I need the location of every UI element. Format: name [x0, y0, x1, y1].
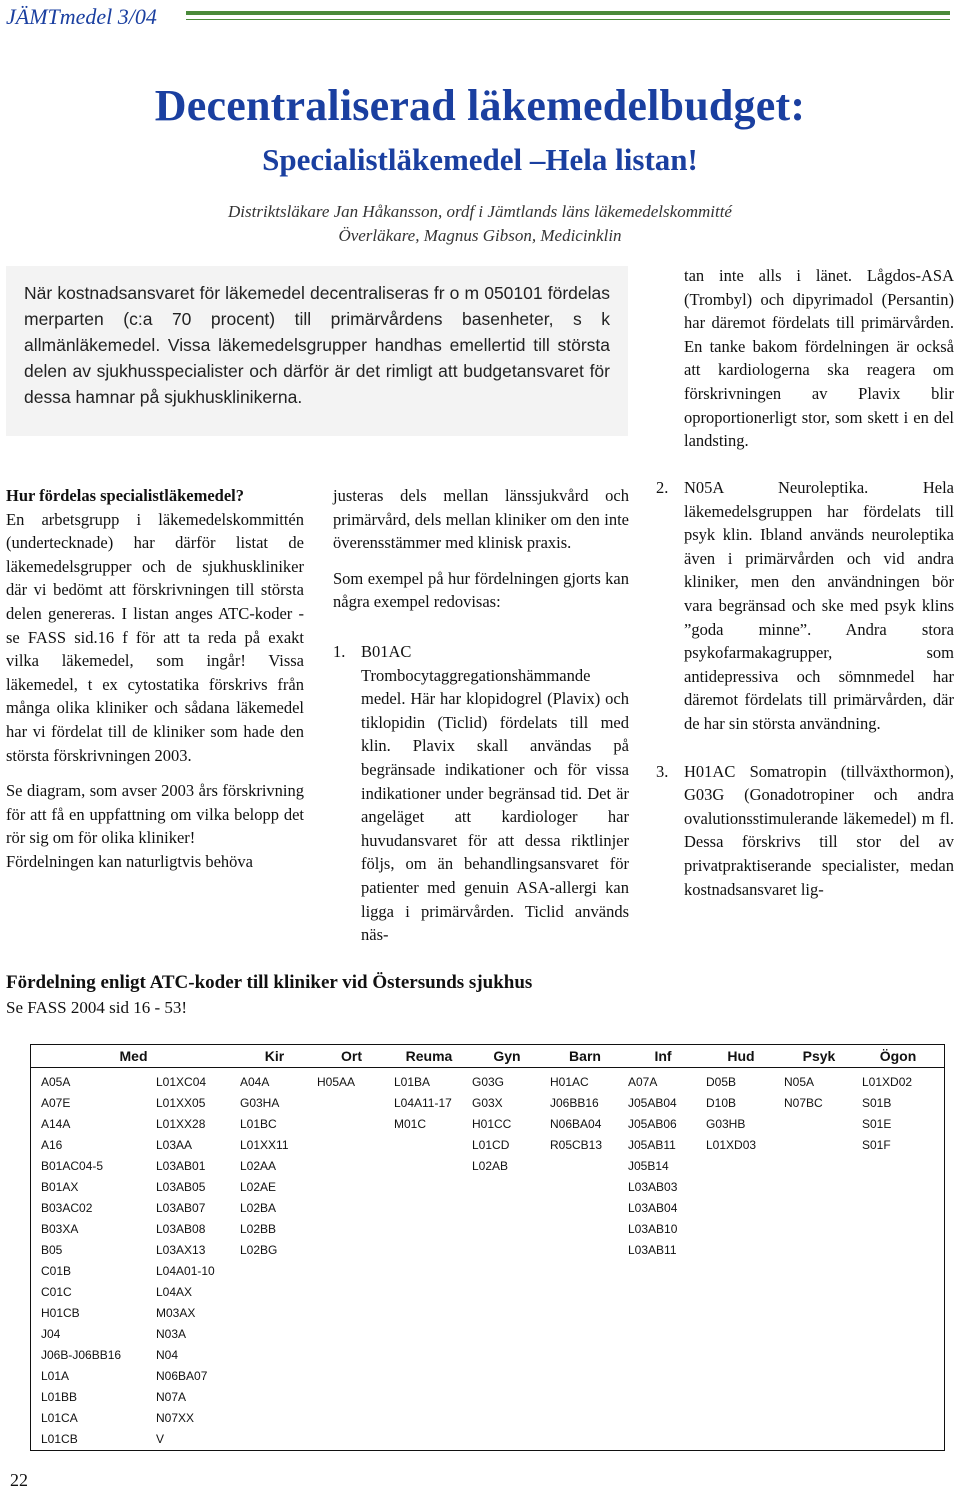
table-cell: V [156, 1432, 165, 1446]
intro-box: När kostnadsansvaret för läkemedel decentraliseras fr o m 050101 fördelas merparten (c:a 70 procent) till primärvårdens basenheter, s k allmänläkemedel. Vissa läkemedelsgrupper handhas emellertid till största delen av sjukhusspecialister och därför är det rimligt att budgetansvaret för dessa hamnar på sjukhusklinikerna. [6, 266, 628, 436]
table-cell: L01CB [41, 1432, 78, 1446]
table-cell: L01XC04 [156, 1075, 207, 1089]
table-cell: N04 [156, 1348, 179, 1362]
article-title: Decentraliserad läkemedelbudget: [154, 81, 806, 130]
table-cell: N06BA07 [156, 1369, 208, 1383]
column-2 [333, 484, 629, 947]
table-column-med-b [146, 1072, 230, 1450]
header-kir: Kir [264, 1048, 285, 1064]
table-cell: S01B [862, 1096, 892, 1110]
table-cell: M01C [394, 1117, 427, 1131]
header-ogon: Ögon [879, 1048, 917, 1064]
table-cell: L04A01-10 [156, 1264, 215, 1278]
header-inf: Inf [654, 1048, 672, 1064]
table-cell: H05AA [317, 1075, 356, 1089]
table-cell: A14A [41, 1117, 71, 1131]
table-cell: L01A [41, 1369, 70, 1383]
table-cell: A04A [240, 1075, 270, 1089]
table-column-psyk [774, 1072, 852, 1450]
table-cell: J06B-J06BB16 [41, 1348, 122, 1362]
author-line-1: Distriktsläkare Jan Håkansson, ordf i Jämtlands läns läkemedelskommitté [228, 202, 732, 221]
table-cell: L01CA [41, 1411, 78, 1425]
page-number: 22 [10, 1470, 28, 1490]
masthead-title: JÄMTmedel 3/04 [6, 4, 157, 29]
table-cell: J05B14 [628, 1159, 669, 1173]
table-cell: L02AA [240, 1159, 277, 1173]
table-cell: G03HB [706, 1117, 746, 1131]
table-cell: D05B [706, 1075, 737, 1089]
header-psyk: Psyk [802, 1048, 836, 1064]
table-cell: J05AB11 [628, 1138, 676, 1152]
table-cell: L03AB07 [156, 1201, 206, 1215]
section-heading: Hur fördelas specialistläkemedel? [6, 486, 245, 505]
table-header-row [31, 1045, 944, 1068]
table-column-inf [618, 1072, 696, 1450]
column-3 [656, 476, 954, 901]
table-cell: L03AB10 [628, 1222, 678, 1236]
table-cell: A16 [41, 1138, 63, 1152]
table-cell: H01AC [550, 1075, 589, 1089]
list-item [656, 476, 954, 736]
table-cell: N05A [784, 1075, 815, 1089]
table-cell: L01BA [394, 1075, 431, 1089]
table-cell: L02AB [472, 1159, 509, 1173]
table-cell: L04AX [156, 1285, 193, 1299]
header-barn: Barn [569, 1048, 601, 1064]
table-cell: A07A [628, 1075, 658, 1089]
table-cell: L03AA [156, 1138, 193, 1152]
table-cell: C01B [41, 1264, 72, 1278]
table-cell: H01CC [472, 1117, 512, 1131]
table-cell: L01XD03 [706, 1138, 757, 1152]
table-cell: R05CB13 [550, 1138, 603, 1152]
table-cell: S01E [862, 1117, 892, 1131]
header-med: Med [119, 1048, 148, 1064]
table-cell: L01XX28 [156, 1117, 206, 1131]
table-cell: A05A [41, 1075, 71, 1089]
table-cell: B03AC02 [41, 1201, 93, 1215]
table-cell: G03G [472, 1075, 505, 1089]
table-cell: H01CB [41, 1306, 80, 1320]
table-cell: G03X [472, 1096, 503, 1110]
table-cell: L03AB08 [156, 1222, 206, 1236]
table-cell: L03AB03 [628, 1180, 678, 1194]
table-cell: N06BA04 [550, 1117, 602, 1131]
list-number: 1. [333, 641, 346, 661]
column-3-top [684, 264, 954, 453]
table-column-reuma [384, 1072, 462, 1450]
masthead-rule [186, 11, 950, 15]
article-subtitle: Specialistläkemedel –Hela listan! [262, 142, 698, 177]
table-cell: J04 [41, 1327, 61, 1341]
paragraph: En arbetsgrupp i läkemedelskommittén (undertecknade) har därför listat de läkemedelsgrupper och de sjukhuskliniker där vi bedömt att förskrivningen till största delen genereras. I listan anges ATC-koder - se FASS sid.16 f för att ta reda på exakt vilka läkemedel, som ingår! Vissa läkemedel, t ex cytostatika förskrivs från många olika kliniker och sådana läkemedel har vi fördelat till de kliniker som hade den största förskrivningen 2003. [6, 509, 304, 765]
header-gyn: Gyn [493, 1048, 521, 1064]
list-item [656, 760, 954, 902]
table-cell: B05 [41, 1243, 63, 1257]
table-column-hud [696, 1072, 774, 1450]
table-cell: B01AC04-5 [41, 1159, 104, 1173]
header-hud: Hud [727, 1048, 755, 1064]
table-column-ort [307, 1072, 384, 1450]
table-cell: L03AB05 [156, 1180, 206, 1194]
table-cell: J05AB06 [628, 1117, 677, 1131]
table-cell: L03AX13 [156, 1243, 206, 1257]
table-cell: B01AX [41, 1180, 79, 1194]
table-column-barn [540, 1072, 618, 1450]
table-cell: J05AB04 [628, 1096, 677, 1110]
table-subtitle: Se FASS 2004 sid 16 - 53! [6, 998, 188, 1017]
table-cell: L03AB11 [628, 1243, 677, 1257]
list-text: H01AC Somatropin (tillväxthormon), G03G (Gonadotropiner och andra ovalutionsstimulerande läkemedel) m fl. Dessa förskrivs till stor del av privatpraktiserande specialister, medan kostnadsansvaret lig- [684, 761, 954, 899]
table-cell: L01XX11 [240, 1138, 289, 1152]
paragraph: Se diagram, som avser 2003 års förskrivning för att få en uppfattning om vilka belopp det rör sig om för olika kliniker! [6, 781, 304, 848]
atc-table [30, 1044, 945, 1451]
header-ort: Ort [341, 1048, 362, 1064]
header-reuma: Reuma [405, 1048, 453, 1064]
table-cell: M03AX [156, 1306, 196, 1320]
table-cell: L01BC [240, 1117, 277, 1131]
table-cell: S01F [862, 1138, 891, 1152]
table-cell: N07BC [784, 1096, 823, 1110]
table-cell: N07XX [156, 1411, 195, 1425]
table-cell: L02BG [240, 1243, 278, 1257]
list-number: 2. [656, 478, 669, 497]
table-cell: L02AE [240, 1180, 277, 1194]
table-column-gyn [462, 1072, 540, 1450]
table-cell: A07E [41, 1096, 71, 1110]
table-cell: N03A [156, 1327, 187, 1341]
table-cell: L02BA [240, 1201, 277, 1215]
paragraph: Som exempel på hur fördelningen gjorts kan några exempel redovisas: [333, 568, 629, 612]
masthead-rule-thin [186, 19, 950, 20]
paragraph: Fördelningen kan naturligtvis behöva [6, 851, 253, 871]
table-title: Fördelning enligt ATC-koder till kliniker vid Östersunds sjukhus [6, 972, 533, 993]
column-1 [6, 484, 304, 874]
paragraph: tan inte alls i länet. Lågdos-ASA (Trombyl) och dipyrimadol (Persantin) har däremot fördelats till primärvården. En tanke bakom fördelningen är också att kardiologerna ska reagera om förskrivningen av Plavix blir oproportionerligt stor, som skett i en del landsting. [684, 266, 954, 451]
authors [0, 200, 960, 248]
table-cell: L03AB01 [156, 1159, 206, 1173]
table-cell: L01XX05 [156, 1096, 206, 1110]
table-cell: C01C [41, 1285, 72, 1299]
table-body [31, 1068, 944, 1450]
list-item [333, 640, 629, 947]
table-cell: L02BB [240, 1222, 277, 1236]
table-cell: L01BB [41, 1390, 78, 1404]
table-cell: L03AB04 [628, 1201, 678, 1215]
list-number: 3. [656, 761, 669, 781]
table-column-ogon [852, 1072, 932, 1450]
table-column-kir [230, 1072, 307, 1450]
table-cell: B03XA [41, 1222, 79, 1236]
table-cell: N07A [156, 1390, 187, 1404]
list-text: B01AC Trombocytaggregationshämmande medel. Här har klopidogrel (Plavix) och tiklopidin (Ticlid) fördelats till med klin. Plavix skall användas på begränsade indikationer och för vissa indikationer under begränsad tid. Det är angeläget att kardiologer har huvudansvaret för att dessa riktlinjer följs, om än behandlingsansvaret för patienter med genuin ASA-allergi kan ligga i primärvården. Ticlid används näs- [361, 641, 629, 945]
table-cell: D10B [706, 1096, 737, 1110]
table-cell: G03HA [240, 1096, 280, 1110]
table-cell: L01CD [472, 1138, 510, 1152]
author-line-2: Överläkare, Magnus Gibson, Medicinklin [338, 226, 622, 245]
list-text: N05A Neuroleptika. Hela läkemedelsgruppen har fördelats till psyk klin. Ibland används neuroleptika även i primärvården och vid andra kliniker, men den användningen bör vara begränsad och ske med psyk klins ”goda minne”. Andra stora psykofarmakagrupper, som antidepressiva och sömnmedel har däremot fördelats till primärvården, där de har sin största användning. [684, 478, 954, 733]
table-column-med-a [31, 1072, 146, 1450]
table-cell: L04A11-17 [394, 1096, 452, 1110]
paragraph: justeras dels mellan länssjukvård och primärvård, dels mellan kliniker om den inte överensstämmer med klinisk praxis. [333, 486, 629, 553]
table-cell: L01XD02 [862, 1075, 913, 1089]
table-cell: J06BB16 [550, 1096, 599, 1110]
